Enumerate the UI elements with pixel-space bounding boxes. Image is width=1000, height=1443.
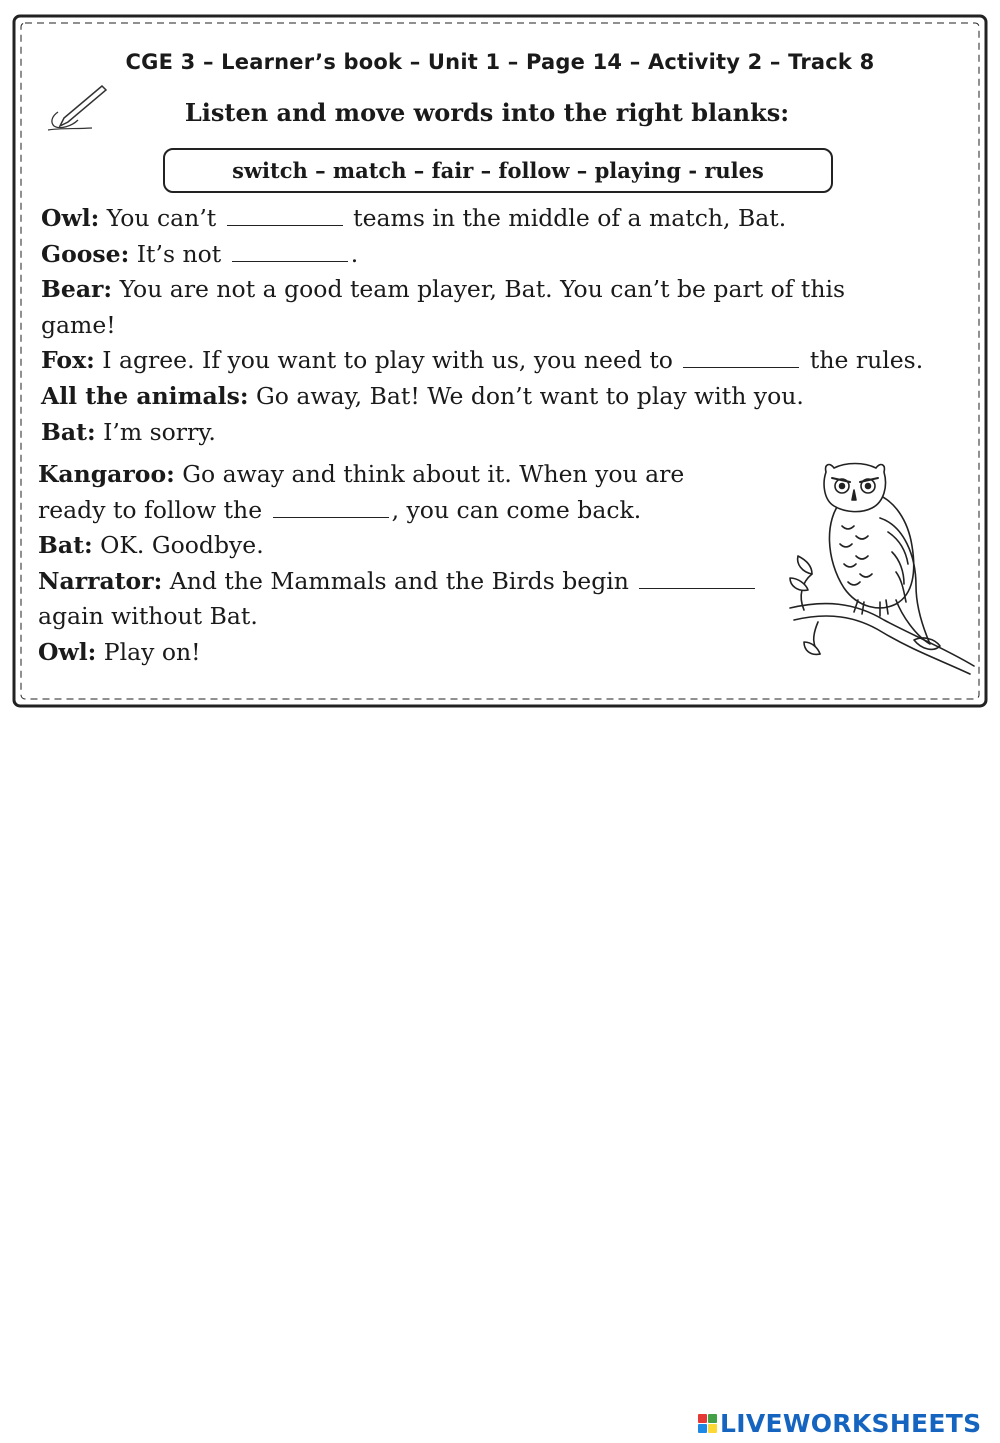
dialogue-line-all-animals xyxy=(41,379,961,415)
answer-blank[interactable] xyxy=(273,499,389,518)
instruction-heading: Listen and move words into the right blanks: xyxy=(184,98,790,127)
answer-blank[interactable] xyxy=(227,207,343,226)
dialogue-line-owl-final xyxy=(38,635,798,671)
dialogue-line-narrator xyxy=(38,564,798,600)
speaker-label: Owl: xyxy=(38,637,97,666)
speaker-label: Bear: xyxy=(41,275,113,304)
answer-blank[interactable] xyxy=(639,570,755,589)
line-text: It’s not xyxy=(129,239,229,268)
line-text: teams in the middle of a match, Bat. xyxy=(345,204,787,232)
dialogue-line-owl xyxy=(41,201,961,237)
owl-on-branch-illustration xyxy=(784,460,980,678)
logo-mark-icon xyxy=(698,1414,717,1433)
line-text: You can’t xyxy=(99,204,224,232)
speaker-label: Bat: xyxy=(38,531,93,560)
line-text: Go away and think about it. When you are xyxy=(174,460,685,488)
word-bank: switch – match – fair – follow – playing - rules xyxy=(163,148,833,193)
speaker-label: Narrator: xyxy=(38,566,163,595)
dialogue-line-bear xyxy=(41,272,961,308)
dialogue-line-bat-goodbye xyxy=(38,528,798,564)
line-text: . xyxy=(350,239,359,268)
answer-blank[interactable] xyxy=(232,243,348,262)
line-text: I’m sorry. xyxy=(95,417,216,446)
line-text: OK. Goodbye. xyxy=(92,531,264,560)
speaker-label: All the animals: xyxy=(41,381,249,410)
line-text: Go away, Bat! We don’t want to play with you. xyxy=(248,381,804,410)
dialogue-block xyxy=(41,201,961,450)
speaker-label: Fox: xyxy=(41,346,95,375)
speaker-label: Bat: xyxy=(41,417,96,446)
dialogue-line-fox xyxy=(41,343,961,379)
dialogue-block-lower xyxy=(38,457,798,671)
dialogue-line-goose xyxy=(41,237,961,273)
dialogue-line-bear-cont xyxy=(41,308,961,344)
dialogue-line-kangaroo-cont xyxy=(38,493,798,529)
line-text: , you can come back. xyxy=(391,495,642,524)
dialogue-line-bat xyxy=(41,415,961,451)
line-text: And the Mammals and the Birds begin xyxy=(162,566,637,595)
answer-blank[interactable] xyxy=(683,349,799,368)
line-text: again without Bat. xyxy=(38,602,258,631)
liveworksheets-logo[interactable] xyxy=(698,1410,981,1436)
dialogue-line-narrator-cont xyxy=(38,599,798,635)
line-text: ready to follow the xyxy=(38,495,270,524)
line-text: I agree. If you want to play with us, you need to xyxy=(94,346,681,375)
brand-name: LIVEWORKSHEETS xyxy=(720,1408,982,1438)
line-text: You are not a good team player, Bat. You can’t be part of this xyxy=(112,275,846,304)
speaker-label: Goose: xyxy=(41,239,130,268)
line-text: game! xyxy=(41,310,116,339)
dialogue-line-kangaroo xyxy=(38,457,798,493)
speaker-label: Kangaroo: xyxy=(38,460,175,488)
line-text: Play on! xyxy=(96,637,201,666)
speaker-label: Owl: xyxy=(41,204,100,232)
line-text: the rules. xyxy=(802,346,924,375)
page-title: CGE 3 – Learner’s book – Unit 1 – Page 14 – Activity 2 – Track 8 xyxy=(125,50,875,74)
